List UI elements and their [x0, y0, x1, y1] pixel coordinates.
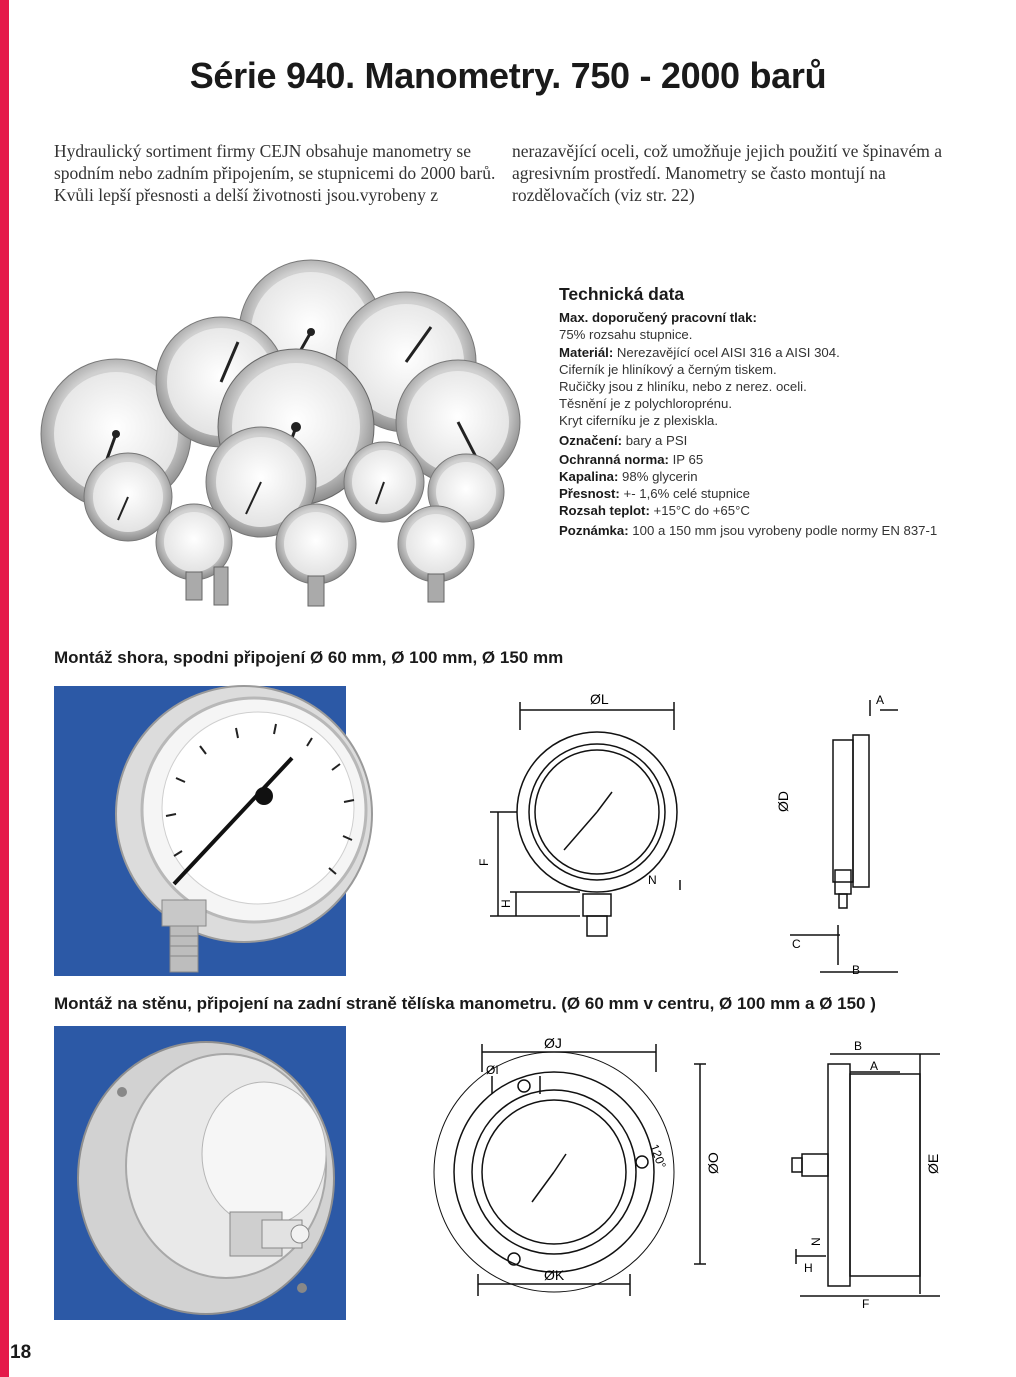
drawing1-dim-B: B — [852, 963, 861, 977]
drawing1-dim-dL: ØL — [590, 691, 609, 707]
section-bottom-mount-heading: Montáž shora, spodni připojení Ø 60 mm, Ø 100 mm, Ø 150 mm — [54, 648, 564, 667]
bottom-mount-gauge-illustration — [54, 686, 346, 976]
tech-seal: Těsnění je z polychloroprénu. — [559, 396, 733, 412]
tech-accuracy-value: +- 1,6% celé stupnice — [623, 486, 750, 502]
gauge-bottom-left — [214, 567, 228, 605]
tech-pointer: Ručičky jsou z hliníku, nebo z nerez. oceli. — [559, 379, 807, 395]
tech-material-label: Materiál: — [559, 344, 614, 360]
drawing2-dim-dI: ØI — [486, 1063, 499, 1077]
tech-temp-label: Rozsah teplot: — [559, 503, 650, 519]
drawing2-dim-dE: ØE — [925, 1153, 941, 1174]
tech-temp-value: +15°C do +65°C — [653, 503, 750, 519]
drawing2-angle: 120° — [647, 1142, 669, 1171]
drawing2-dim-A: A — [870, 1059, 879, 1073]
page-title: Série 940. Manometry. 750 - 2000 barů — [189, 55, 827, 96]
tech-max-label: Max. doporučený pracovní tlak: — [559, 310, 757, 326]
drawing2-dim-H: H — [804, 1261, 813, 1275]
wall-mount-gauge-illustration — [54, 1026, 346, 1320]
drawing1-dim-A: A — [876, 693, 885, 707]
tech-material-value: Nerezavějící ocel AISI 316 a AISI 304. — [616, 344, 840, 360]
drawing1-dim-N: N — [648, 873, 657, 887]
tech-note-value: 100 a 150 mm jsou vyrobeny podle normy EN 837-1 — [632, 522, 938, 538]
intro-right: nerazavějící oceli, což umožňuje jejich použití ve špinavém a agresivním prostředí. Manometry se často montují na rozdělovačích (viz str. 22) — [512, 141, 943, 205]
tech-liquid-label: Kapalina: — [559, 469, 619, 485]
tech-marking-value: bary a PSI — [625, 432, 688, 448]
tech-note-label: Poznámka: — [559, 522, 629, 538]
gauge-assortment-photo — [26, 252, 554, 620]
drawing1-dim-F: F — [477, 858, 491, 866]
drawing2-dim-dK: ØK — [544, 1267, 565, 1283]
drawing2-dim-dO: ØO — [705, 1152, 721, 1174]
drawing2-dim-dJ: ØJ — [544, 1035, 562, 1051]
drawing1-dim-dD: ØD — [775, 791, 791, 812]
tech-liquid-value: 98% glycerin — [622, 469, 698, 485]
wall-mount-technical-drawing — [470, 1034, 950, 1334]
tech-cover: Kryt ciferníku je z plexiskla. — [559, 413, 719, 429]
tech-dial: Ciferník je hliníkový a černým tiskem. — [559, 361, 777, 377]
drawing1-dim-H: H — [499, 899, 513, 908]
page-number: 18 — [10, 1342, 32, 1363]
drawing2-dim-B: B — [854, 1039, 863, 1053]
gauge-bottom-3 — [398, 506, 474, 602]
gauge-bottom-2 — [276, 504, 356, 606]
section-wall-mount-heading: Montáž na stěnu, připojení na zadní straně tělíska manometru. (Ø 60 mm v centru, Ø 100 mm a Ø 150 ) — [54, 994, 876, 1013]
wall-mount-photo — [54, 1026, 346, 1320]
tech-accuracy-label: Přesnost: — [559, 486, 620, 502]
page-edge-bar — [0, 0, 9, 1377]
drawing2-dim-F: F — [862, 1297, 870, 1311]
tech-heading: Technická data — [559, 284, 685, 304]
technical-data — [559, 286, 964, 539]
tech-norm-value: IP 65 — [672, 451, 704, 467]
tech-max-value: 75% rozsahu stupnice. — [559, 327, 693, 343]
intro-left: Hydraulický sortiment firmy CEJN obsahuje manometry se spodním nebo zadním připojením, se stupnicemi do 2000 barů. Kvůli lepší přesnosti a delší životnosti jsou.vyrobeny z — [54, 141, 496, 205]
tech-norm-label: Ochranná norma: — [559, 451, 669, 467]
gauge-front-small — [344, 442, 424, 522]
drawing2-dim-N: N — [809, 1237, 823, 1246]
tech-marking-label: Označení: — [559, 432, 623, 448]
bottom-mount-photo — [54, 686, 346, 976]
bottom-mount-technical-drawing — [477, 690, 900, 980]
drawing1-dim-C: C — [792, 937, 801, 951]
